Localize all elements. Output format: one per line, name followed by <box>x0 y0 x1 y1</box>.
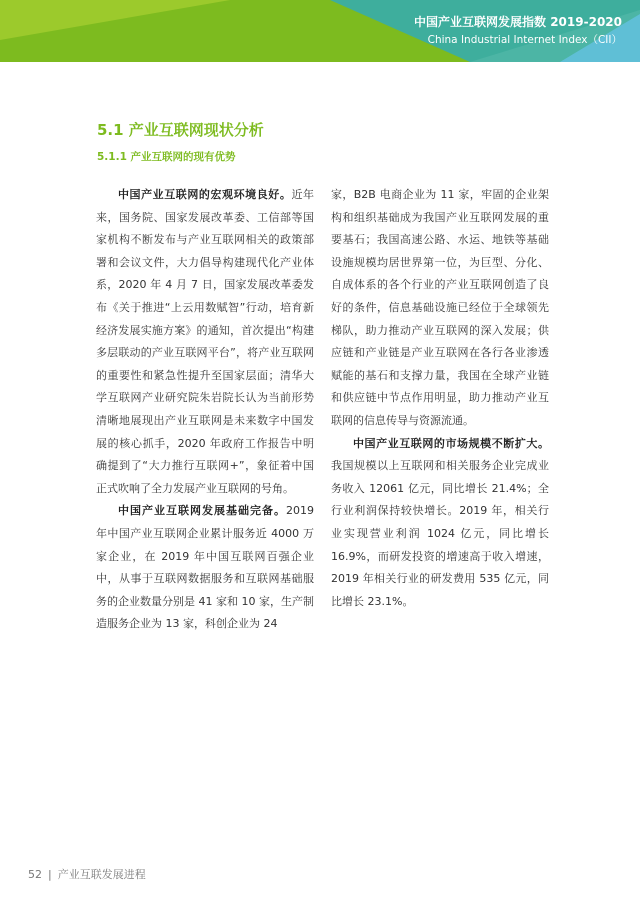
paragraph-body: 近年来，国务院、国家发展改革委、工信部等国家机构不断发布与产业互联网相关的政策部署和会议文件，大力倡导构建现代化产业体系，2020 年 4 月 7 日，国家发展改革委发布《关于推进“上云用数赋智”行动，培育新经济发展实施方案》的通知，首次提出“构建多层联动的产业互联网平台”，将产业互联网的重要性和紧急性提升至国家层面；清华大学互联网产业研究院朱岩院长认为当前形势清晰地展现出产业互联网是未来数字中国发展的核心抓手，2020 年政府工作报告中明确提到了“大力推行互联网+”，象征着中国正式吹响了全力发展产业互联网的号角。 <box>96 188 314 495</box>
page-footer <box>28 866 152 882</box>
header-titles <box>414 14 622 48</box>
paragraph-body: 2019 年中国产业互联网企业累计服务近 4000 万家企业，在 2019 年中国互联网百强企业中，从事于互联网数据服务和互联网基础服务的企业数量分别是 41 家和 10 家，生产制造服务企业为 13 家，科创企业为 24 <box>96 504 314 631</box>
paragraph-market-scale <box>331 433 549 614</box>
section-heading: 5.1 产业互联网现状分析 <box>97 121 264 139</box>
header-title-cn: 中国产业互联网发展指数 2019-2020 <box>414 15 622 29</box>
paragraph-lead-bold: 中国产业互联网的市场规模不断扩大。 <box>353 436 549 450</box>
paragraph-lead-bold: 中国产业互联网发展基础完备。 <box>118 504 286 518</box>
paragraph-macro-environment <box>96 184 314 500</box>
text-column-right <box>331 184 549 613</box>
paragraph-body: 我国规模以上互联网和相关服务企业完成业务收入 12061 亿元，同比增长 21.4%；全行业利润保持较快增长。2019 年，相关行业实现营业利润 1024 亿元，同比增长 16.9%，而研发投资的增速高于收入增速，2019 年相关行业的研发费用 535 亿元，同比增长 23.1%。 <box>331 459 549 608</box>
paragraph-continued <box>331 184 549 433</box>
paragraph-body: 家，B2B 电商企业为 11 家，牢固的企业架构和组织基础成为我国产业互联网发展的重要基石；我国高速公路、水运、地铁等基础设施规模均居世界第一位，为巨型、分化、自成体系的各个行业的产业互联网创造了良好的条件，信息基础设施已经位于全球领先梯队，助力推动产业互联网的深入发展；供应链和产业链是产业互联网在各行各业渗透赋能的基石和支撑力量，我国在全球产业链和供应链中节点作用明显，助力推动产业互联网的信息传导与资源流通。 <box>331 188 549 427</box>
footer-separator: | <box>48 868 52 881</box>
paragraph-lead-bold: 中国产业互联网的宏观环境良好。 <box>118 188 292 201</box>
footer-section-name: 产业互联发展进程 <box>57 868 146 881</box>
page-number: 52 <box>28 868 42 881</box>
text-column-left <box>96 184 314 636</box>
page-header <box>0 0 640 62</box>
subsection-heading: 5.1.1 产业互联网的现有优势 <box>97 151 236 163</box>
header-title-en: China Industrial Internet Index（CII） <box>427 34 622 46</box>
paragraph-development-foundation <box>96 500 314 636</box>
